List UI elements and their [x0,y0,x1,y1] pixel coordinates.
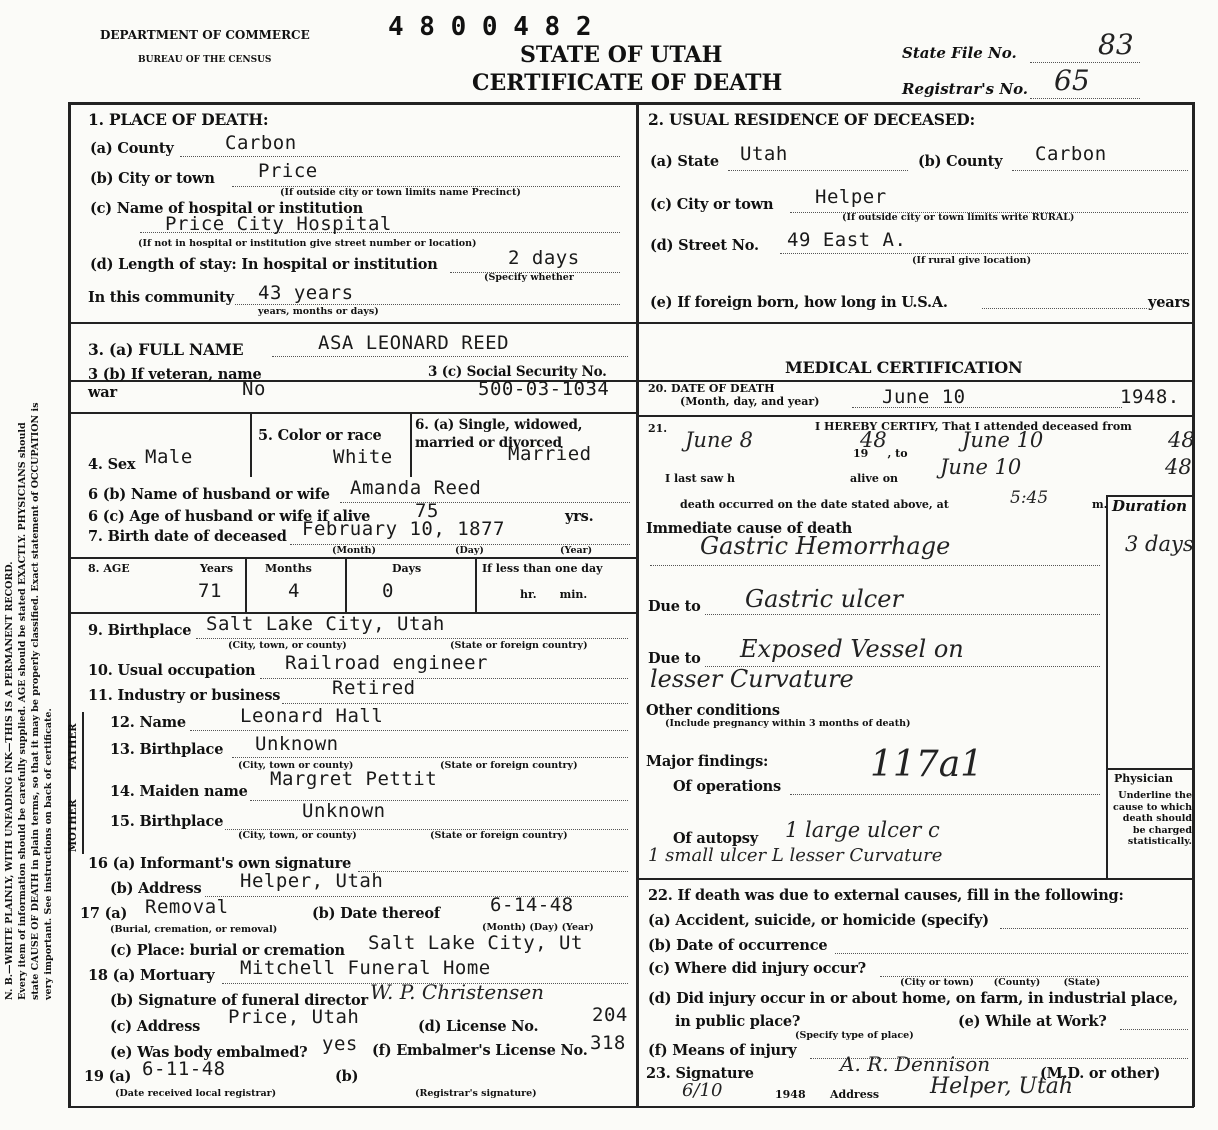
father-birthplace-note-city: (City, town or county) [238,760,354,771]
where-injury-label: (c) Where did injury occur? [648,960,866,977]
mother-side-label: MOTHER [68,799,79,852]
external-causes-label: 22. If death was due to external causes, fill in the following: [648,887,1124,904]
certificate-number: 4 8 0 0 4 8 2 [388,12,592,42]
father-name-value: Leonard Hall [240,705,384,727]
registrar-label: Registrar's No. [902,80,1029,98]
alive-date-value: June 10 [940,455,1022,479]
birthplace-note-state: (State or foreign country) [450,640,588,651]
disposal-date-note: (Month) (Day) (Year) [482,922,594,933]
industry-label: 11. Industry or business [88,687,281,704]
mortuary-address-label: (c) Address [110,1018,201,1035]
specify-place-note: (Specify type of place) [795,1030,914,1041]
disposal-value: Removal [145,896,229,918]
disposal-date-label: (b) Date thereof [312,905,440,922]
registrar-signature-note: (Registrar's signature) [415,1088,537,1099]
department-label: DEPARTMENT OF COMMERCE [100,28,310,42]
death-county-label: (a) County [90,140,174,157]
major-findings-label: Major findings: [646,753,769,770]
license-value: 204 [592,1004,628,1026]
less-than-day-header: If less than one day [482,562,603,575]
spouse-age-value: 75 [415,500,439,522]
death-year-value: 1948. [1120,386,1180,408]
father-name-label: 12. Name [110,714,186,731]
md-label: (M.D. or other) [1040,1065,1161,1082]
full-name-value: ASA LEONARD REED [318,332,510,354]
registrar-number: 65 [1054,64,1090,97]
date-received-value: 6-11-48 [142,1058,226,1080]
side-instruction-3: state CAUSE OF DEATH in plain terms, so that it may be properly classified. Exact statement of OCCUPATION is [30,402,41,1000]
birthplace-label: 9. Birthplace [88,622,192,639]
attended-from-value: June 8 [685,428,753,452]
marital-value: Married [508,443,592,465]
medical-heading: MEDICAL CERTIFICATION [785,358,1023,377]
state-file-label: State File No. [902,44,1017,62]
certificate-title: CERTIFICATE OF DEATH [472,70,783,96]
autopsy-label: Of autopsy [673,830,758,847]
mortuary-label: 18 (a) Mortuary [88,967,215,984]
home-injury-label: (d) Did injury occur in or about home, on farm, in industrial place, [648,990,1178,1007]
means-of-injury-label: (f) Means of injury [648,1042,797,1059]
informant-signature-label: 16 (a) Informant's own signature [88,855,352,872]
community-value: 43 years [258,282,354,304]
mother-maiden-value: Margret Pettit [270,768,438,790]
last-saw-label: I last saw h [665,472,736,485]
age-months-value: 4 [288,580,300,602]
death-time-m: m. [1092,498,1108,511]
physician-note: Underline the cause to which death should be charged statistically. [1113,790,1192,847]
age-days-value: 0 [382,580,394,602]
street-label: (d) Street No. [650,237,759,254]
death-county-value: Carbon [225,132,297,154]
death-city-label: (b) City or town [90,170,215,187]
marital-label: 6. (a) Single, widowed, married or divorced [415,417,583,451]
alive-year-value: 48 [1165,455,1192,479]
operations-label: Of operations [673,778,781,795]
side-instruction-1: N. B.—WRITE PLAINLY, WITH UNFADING INK—THIS IS A PERMANENT RECORD. [4,561,15,1000]
date-received-note: (Date received local registrar) [115,1088,277,1099]
birth-month-note: (Month) [332,545,377,556]
birth-date-value: February 10, 1877 [302,518,505,540]
father-birthplace-value: Unknown [255,733,339,755]
disposal-note: (Burial, cremation, or removal) [110,924,278,935]
public-place-label: in public place? [675,1013,801,1030]
death-date-value: June 10 [882,386,966,408]
burial-place-label: (c) Place: burial or cremation [110,942,345,959]
physician-header: Physician [1114,772,1174,785]
foreign-years-label: years [1148,294,1190,311]
hospital-note: (If not in hospital or institution give street number or location) [138,238,477,249]
father-birthplace-note-state: (State or foreign country) [440,760,578,771]
operations-value: 117a1 [870,744,984,785]
residence-city-value: Helper [815,186,887,208]
death-time-value: 5:45 [1010,488,1049,508]
death-city-note: (If outside city or town limits name Precinct) [280,187,521,198]
street-note: (If rural give location) [912,255,1032,266]
residence-heading: 2. USUAL RESIDENCE OF DECEASED: [648,110,976,129]
mother-birthplace-note-city: (City, town, or county) [238,830,357,841]
residence-county-value: Carbon [1035,143,1107,165]
mortuary-value: Mitchell Funeral Home [240,957,491,979]
birthplace-note-city: (City, town, or county) [228,640,347,651]
residence-city-note: (If outside city or town limits write RURAL) [842,212,1075,223]
father-birthplace-label: 13. Birthplace [110,741,224,758]
attended-to-label: 19 , to [853,447,908,460]
burial-place-value: Salt Lake City, Ut [368,932,583,954]
community-label: In this community [88,289,234,306]
birthplace-value: Salt Lake City, Utah [206,613,445,635]
spouse-label: 6 (b) Name of husband or wife [88,486,330,503]
death-date-label: 20. DATE OF DEATH [648,382,775,395]
stay-label: (d) Length of stay: In hospital or institution [90,256,438,273]
embalmed-label: (e) Was body embalmed? [110,1044,308,1061]
hr-min-label: hr. min. [520,588,588,601]
industry-value: Retired [332,677,416,699]
autopsy-value-line2: 1 small ulcer L lesser Curvature [648,845,943,866]
death-time-label: death occurred on the date stated above, at [680,498,949,511]
physician-address-label: Address [830,1088,880,1101]
mortuary-address-value: Price, Utah [228,1006,360,1028]
community-note: years, months or days) [258,306,379,317]
birth-date-label: 7. Birth date of deceased [88,528,287,545]
mother-birthplace-note-state: (State or foreign country) [430,830,568,841]
immediate-cause-value: Gastric Hemorrhage [700,532,951,560]
funeral-director-signature: W. P. Christensen [370,980,545,1004]
state-title: STATE OF UTAH [520,42,723,68]
residence-county-label: (b) County [918,153,1003,170]
physician-signature: A. R. Dennison [840,1052,991,1076]
stay-value: 2 days [508,247,580,269]
social-security-value: 500-03-1034 [478,378,610,400]
signature-date: 6/10 [682,1080,723,1101]
months-header: Months [265,562,312,575]
sex-label: 4. Sex [88,456,136,473]
social-security-label: 3 (c) Social Security No. [428,364,607,380]
foreign-born-label: (e) If foreign born, how long in U.S.A. [650,294,948,311]
where-injury-note: (City or town) (County) (State) [900,977,1101,988]
embalmer-license-value: 318 [590,1032,626,1054]
due-to-2-value: Exposed Vessel on [740,635,964,663]
other-conditions-note: (Include pregnancy within 3 months of death) [665,718,911,729]
spouse-yrs-label: yrs. [565,508,594,525]
hospital-label: (c) Name of hospital or institution [90,200,363,217]
duration-header: Duration [1112,497,1188,515]
immediate-cause-label: Immediate cause of death [646,520,853,537]
spouse-value: Amanda Reed [350,477,482,499]
residence-state-value: Utah [740,143,788,165]
accident-label: (a) Accident, suicide, or homicide (specify) [648,912,989,929]
spouse-age-label: 6 (c) Age of husband or wife if alive [88,508,371,525]
bureau-label: BUREAU OF THE CENSUS [138,55,272,65]
specify-note: (Specify whether [484,272,574,283]
mother-birthplace-value: Unknown [302,800,386,822]
license-label: (d) License No. [418,1018,539,1035]
occupation-value: Railroad engineer [285,652,488,674]
side-instruction-4: very important. See instructions on back of certificate. [43,708,54,1000]
veteran-value: No [242,378,266,400]
certify-number: 21. [648,422,668,435]
sex-value: Male [145,446,193,468]
hospital-value: Price City Hospital [165,213,392,235]
embalmer-license-label: (f) Embalmer's License No. [372,1042,588,1059]
state-file-number: 83 [1098,28,1134,61]
autopsy-value: 1 large ulcer c [785,818,940,842]
alive-on-label: alive on [850,472,899,485]
father-side-label: FATHER [68,723,79,770]
side-instruction-2: Every item of information should be carefully supplied. AGE should be stated EXACTLY. PHYSICIANS should [17,422,28,1000]
due-to-2-value-line2: lesser Curvature [650,665,854,693]
years-header: Years [200,562,234,575]
informant-address-label: (b) Address [110,880,202,897]
birth-day-note: (Day) [455,545,484,556]
mother-maiden-label: 14. Maiden name [110,783,248,800]
occurrence-label: (b) Date of occurrence [648,937,828,954]
registrar-signature-label: (b) [335,1068,359,1085]
signature-label: 23. Signature [646,1065,754,1082]
age-years-value: 71 [198,580,222,602]
veteran-label: 3 (b) If veteran, name war [88,366,262,401]
due-to-1-label: Due to [648,598,701,615]
birth-year-note: (Year) [560,545,593,556]
death-city-value: Price [258,160,318,182]
full-name-label: 3. (a) FULL NAME [88,340,244,359]
place-of-death-heading: 1. PLACE OF DEATH: [88,110,269,129]
embalmed-value: yes [322,1033,358,1055]
death-date-note: (Month, day, and year) [680,395,820,408]
signature-year: 1948 [775,1088,806,1101]
funeral-director-label: (b) Signature of funeral director [110,992,368,1009]
certify-statement: I HEREBY CERTIFY, That I attended deceased from [815,420,1132,433]
while-at-work-label: (e) While at Work? [958,1013,1107,1030]
attended-to-value: June 10 [962,428,1044,452]
age-label: 8. AGE [88,562,130,575]
attended-from-year: 48 [860,428,887,452]
residence-city-label: (c) City or town [650,196,774,213]
occupation-label: 10. Usual occupation [88,662,256,679]
color-value: White [333,446,393,468]
street-value: 49 East A. [787,229,907,251]
due-to-2-label: Due to [648,650,701,667]
informant-address-value: Helper, Utah [240,870,384,892]
residence-state-label: (a) State [650,153,719,170]
physician-address-value: Helper, Utah [930,1074,1074,1099]
mother-birthplace-label: 15. Birthplace [110,813,224,830]
days-header: Days [392,562,422,575]
immediate-duration-value: 3 days [1125,532,1194,556]
disposal-date-value: 6-14-48 [490,894,574,916]
attended-to-year: 48 [1168,428,1195,452]
disposal-label: 17 (a) [80,905,128,922]
date-received-label: 19 (a) [84,1068,132,1085]
due-to-1-value: Gastric ulcer [745,585,903,613]
other-conditions-label: Other conditions [646,702,780,719]
color-label: 5. Color or race [258,427,382,444]
